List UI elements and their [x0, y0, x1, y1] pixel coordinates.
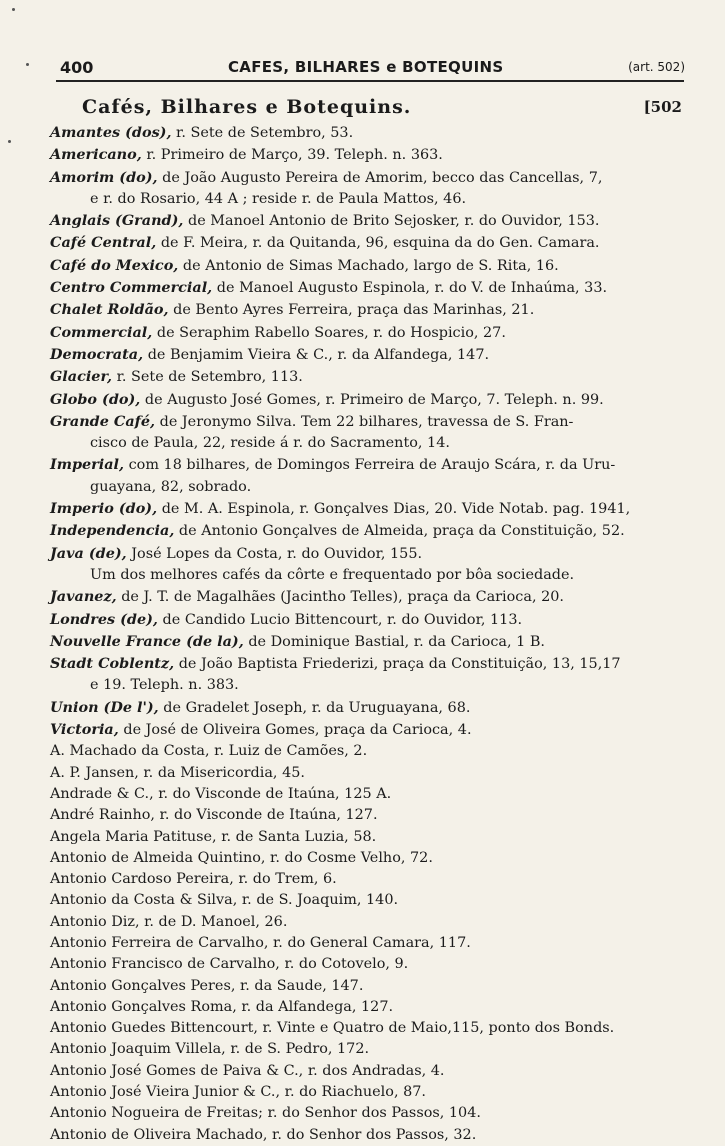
running-header — [60, 58, 685, 80]
entry-continuation: cisco de Paula, 22, reside á r. do Sacramento, 14. — [90, 435, 450, 452]
directory-entry-plain: A. Machado da Costa, r. Luiz de Camões, 2. — [50, 743, 368, 760]
directory-entry-plain: Antonio José Gomes de Paiva & C., r. dos Andradas, 4. — [50, 1062, 445, 1079]
directory-entry — [50, 322, 690, 344]
directory-entry — [50, 543, 690, 587]
entry-name: Imperio (do), — [50, 500, 158, 518]
entry-name: Union (De l'), — [50, 698, 159, 716]
entry-name: Democrata, — [50, 345, 144, 363]
entry-name: Café Central, — [50, 234, 157, 252]
directory-entry — [50, 653, 690, 697]
entry-name: Javanez, — [50, 588, 117, 606]
entry-name: Victoria, — [50, 721, 119, 739]
entry-name: Java (de), — [50, 544, 127, 562]
directory-entry-plain: Antonio Ferreira de Carvalho, r. do General Camara, 117. — [50, 934, 471, 951]
directory-entry-plain: A. P. Jansen, r. da Misericordia, 45. — [50, 764, 305, 781]
header-title: CAFES, BILHARES e BOTEQUINS — [228, 58, 504, 76]
directory-entry-plain: Antonio Diz, r. de D. Manoel, 26. — [50, 913, 288, 930]
entry-text: de João Augusto Pereira de Amorim, becco das Cancellas, 7, — [157, 169, 603, 186]
directory-entry — [50, 631, 690, 653]
entry-continuation: e r. do Rosario, 44 A ; reside r. de Paula Mattos, 46. — [90, 190, 467, 207]
directory-entry — [50, 144, 690, 166]
article-reference: (art. 502) — [628, 60, 685, 74]
directory-entry-plain: Angela Maria Patituse, r. de Santa Luzia, 58. — [50, 828, 377, 845]
directory-entry — [50, 255, 690, 277]
entry-text: de F. Meira, r. da Quitanda, 96, esquina da do Gen. Camara. — [156, 235, 600, 252]
directory-entry-plain: Antonio Cardoso Pereira, r. do Trem, 6. — [50, 871, 337, 888]
entry-text: de Manoel Augusto Espinola, r. do V. de Inhaúma, 33. — [212, 280, 608, 297]
entry-text: de M. A. Espinola, r. Gonçalves Dias, 20. Vide Notab. pag. 1941, — [157, 501, 631, 518]
directory-entry — [50, 411, 690, 455]
entry-text: de Seraphim Rabello Soares, r. do Hospicio, 27. — [152, 324, 506, 341]
entry-text: de J. T. de Magalhães (Jacintho Telles), praça da Carioca, 20. — [116, 589, 564, 606]
entry-name: Nouvelle France (de la), — [50, 632, 244, 650]
entry-text: de Dominique Bastial, r. da Carioca, 1 B. — [243, 633, 545, 650]
entry-continuation: guayana, 82, sobrado. — [90, 478, 252, 495]
directory-entry — [50, 586, 690, 608]
directory-entry-plain: Antonio Francisco de Carvalho, r. do Cotovelo, 9. — [50, 956, 409, 973]
section-number: [502 — [643, 98, 682, 116]
directory-entry — [50, 299, 690, 321]
entry-name: Amantes (dos), — [50, 124, 172, 141]
entry-name: Amorim (do), — [50, 168, 158, 186]
entry-name: Grande Café, — [50, 412, 156, 430]
directory-entry — [50, 498, 690, 520]
entry-list — [50, 122, 690, 1146]
directory-entry-plain: Antonio Gonçalves Peres, r. da Saude, 147. — [50, 977, 364, 994]
directory-entry — [50, 389, 690, 411]
entry-name: Londres (de), — [50, 610, 158, 628]
print-speck — [12, 8, 15, 11]
entry-text: de José de Oliveira Gomes, praça da Carioca, 4. — [118, 722, 472, 739]
entry-name: Globo (do), — [50, 390, 141, 408]
entry-name: Chalet Roldão, — [50, 301, 169, 319]
entry-name: Commercial, — [50, 323, 153, 341]
directory-entry — [50, 697, 690, 719]
directory-entry-plain: Antonio Nogueira de Freitas; r. do Senhor dos Passos, 104. — [50, 1105, 481, 1122]
entry-text: de João Baptista Friederizi, praça da Constituição, 13, 15,17 — [174, 656, 621, 673]
directory-entry-plain: Antonio de Almeida Quintino, r. do Cosme Velho, 72. — [50, 849, 433, 866]
entry-text: de Antonio de Simas Machado, largo de S. Rita, 16. — [178, 257, 559, 274]
entry-name: Anglais (Grand), — [50, 212, 184, 230]
section-title: Cafés, Bilhares e Botequins. — [82, 96, 412, 118]
print-speck — [8, 140, 11, 143]
directory-entry-plain: Andrade & C., r. do Visconde de Itaúna, 125 A. — [50, 785, 392, 802]
directory-entry — [50, 454, 690, 498]
entry-text: de Augusto José Gomes, r. Primeiro de Março, 7. Teleph. n. 99. — [140, 391, 604, 408]
entry-text: r. Sete de Setembro, 53. — [171, 125, 354, 141]
entry-name: Imperial, — [50, 456, 125, 474]
entry-name: Americano, — [50, 146, 142, 164]
directory-entry-plain: Antonio Gonçalves Roma, r. da Alfandega, 127. — [50, 998, 394, 1015]
print-speck — [26, 63, 29, 66]
directory-entry — [50, 167, 690, 211]
entry-continuation: e 19. Teleph. n. 383. — [90, 677, 239, 694]
entry-text: José Lopes da Costa, r. do Ouvidor, 155. — [126, 545, 423, 562]
directory-entry-plain: Antonio Joaquim Villela, r. de S. Pedro, 172. — [50, 1041, 370, 1058]
directory-entry — [50, 232, 690, 254]
entry-continuation: Um dos melhores cafés da côrte e frequentado por bôa sociedade. — [90, 566, 575, 583]
entry-text: r. Sete de Setembro, 113. — [112, 369, 303, 386]
directory-entry-plain: Antonio José Vieira Junior & C., r. do Riachuelo, 87. — [50, 1084, 426, 1101]
directory-entry — [50, 344, 690, 366]
entry-name: Independencia, — [50, 522, 175, 540]
entry-text: de Antonio Gonçalves de Almeida, praça da Constituição, 52. — [174, 523, 625, 540]
directory-entry — [50, 520, 690, 542]
page-number: 400 — [60, 58, 94, 77]
directory-entry — [50, 366, 690, 388]
entry-text: com 18 bilhares, de Domingos Ferreira de Araujo Scára, r. da Uru- — [124, 457, 616, 474]
directory-entry — [50, 719, 690, 741]
directory-entry-plain: André Rainho, r. do Visconde de Itaúna, 127. — [50, 807, 378, 824]
directory-entry — [50, 122, 690, 144]
directory-entry — [50, 277, 690, 299]
entry-name: Glacier, — [50, 368, 113, 386]
entry-name: Centro Commercial, — [50, 279, 213, 297]
entry-text: de Bento Ayres Ferreira, praça das Marinhas, 21. — [168, 302, 535, 319]
directory-entry-plain: Antonio de Oliveira Machado, r. do Senhor dos Passos, 32. — [50, 1126, 477, 1143]
directory-entry — [50, 609, 690, 631]
entry-name: Stadt Coblentz, — [50, 655, 175, 673]
directory-entry-plain: Antonio Guedes Bittencourt, r. Vinte e Quatro de Maio,115, ponto dos Bonds. — [50, 1020, 615, 1037]
header-rule — [56, 80, 684, 82]
entry-name: Café do Mexico, — [50, 256, 179, 274]
entry-text: de Candido Lucio Bittencourt, r. do Ouvidor, 113. — [157, 611, 523, 628]
entry-text: de Gradelet Joseph, r. da Uruguayana, 68. — [158, 699, 471, 716]
directory-entry-plain: Antonio da Costa & Silva, r. de S. Joaquim, 140. — [50, 892, 399, 909]
entry-text: de Jeronymo Silva. Tem 22 bilhares, travessa de S. Fran- — [155, 413, 574, 430]
entry-text: de Benjamim Vieira & C., r. da Alfandega, 147. — [143, 346, 490, 363]
directory-entry — [50, 210, 690, 232]
entry-text: de Manoel Antonio de Brito Sejosker, r. do Ouvidor, 153. — [183, 213, 600, 230]
entry-text: r. Primeiro de Março, 39. Teleph. n. 363. — [141, 147, 443, 164]
